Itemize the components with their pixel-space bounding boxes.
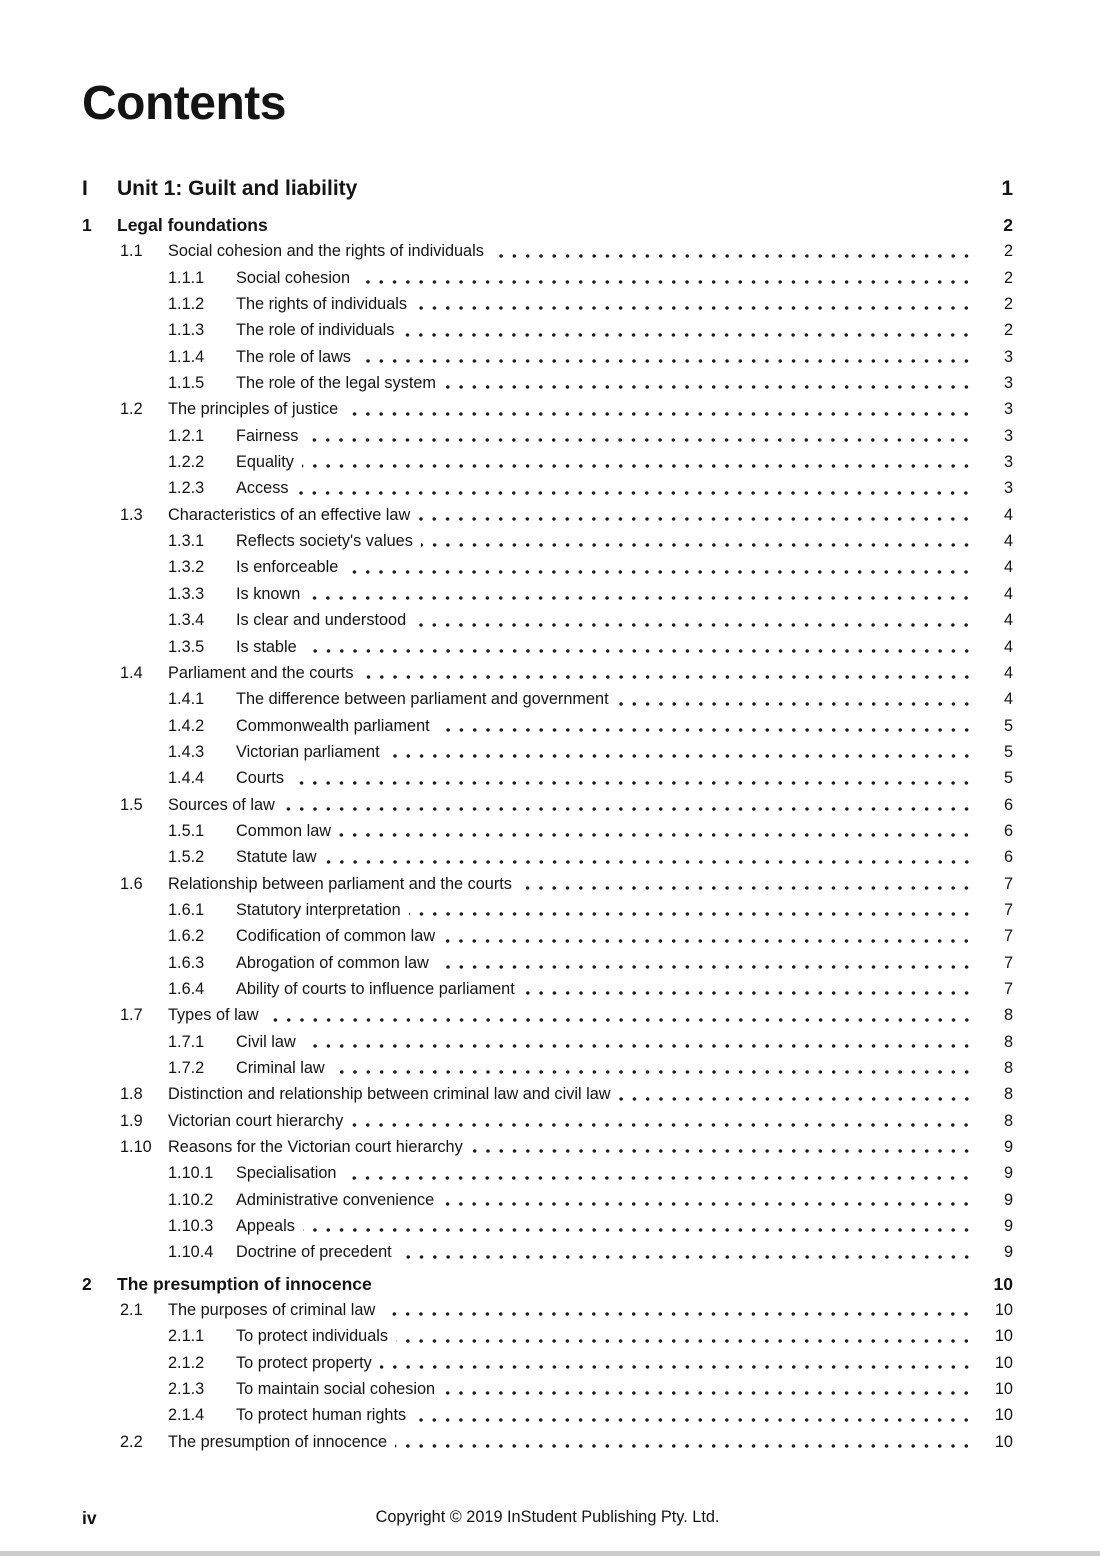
toc-entry-1.2.1[interactable]: [82, 423, 1013, 449]
toc-entry-number: 1.5: [120, 795, 143, 814]
dot-leader: [409, 897, 975, 923]
toc-entry-label: Appeals: [236, 1217, 295, 1236]
dot-leader: [414, 1402, 975, 1428]
toc-entry-1.7.2[interactable]: [82, 1055, 1013, 1081]
toc-entry-1.10[interactable]: [82, 1134, 1013, 1160]
dot-leader: [351, 1108, 975, 1134]
toc-entry-1.3.3[interactable]: [82, 581, 1013, 607]
toc-entry-page: 10: [994, 1406, 1013, 1425]
page-footer: [82, 1508, 1013, 1529]
toc-entry-page: 5: [1003, 742, 1013, 761]
dot-leader: [362, 660, 975, 686]
toc-entry-1.10.4[interactable]: [82, 1239, 1013, 1265]
toc-entry-number: 2.1.4: [168, 1406, 205, 1425]
toc-entry-page: 6: [1003, 821, 1013, 840]
toc-entry-1.1.4[interactable]: [82, 344, 1013, 370]
toc-entry-label: The principles of justice: [168, 400, 339, 419]
toc-entry-label: Characteristics of an effective law: [168, 505, 411, 524]
toc-entry-1.3.4[interactable]: [82, 607, 1013, 633]
toc-entry-page: 6: [1003, 795, 1013, 814]
toc-entry-1.4.3[interactable]: [82, 739, 1013, 765]
toc-entry-1.2.2[interactable]: [82, 449, 1013, 475]
toc-entry-2.1.3[interactable]: [82, 1376, 1013, 1402]
dot-leader: [415, 291, 975, 317]
toc-entry-label: Relationship between parliament and the courts: [168, 874, 512, 893]
toc-entry-1.10.2[interactable]: [82, 1187, 1013, 1213]
toc-entry-number: 1.1.1: [168, 268, 205, 287]
dot-leader: [306, 423, 975, 449]
toc-entry-page: 4: [1003, 637, 1013, 656]
toc-entry-1.9[interactable]: [82, 1108, 1013, 1134]
toc-entry-number: 1: [82, 215, 92, 235]
toc-entry-1.4.4[interactable]: [82, 765, 1013, 791]
toc-entry-page: 10: [994, 1432, 1013, 1451]
dot-leader: [358, 265, 975, 291]
toc-entry-number: 1.6.2: [168, 927, 205, 946]
toc-entry-number: 2.1.2: [168, 1353, 205, 1372]
toc-entry-label: Fairness: [236, 426, 299, 445]
toc-entry-page: 9: [1003, 1164, 1013, 1183]
dot-leader: [520, 871, 975, 897]
dot-leader: [492, 238, 975, 264]
folio-page-number: iv: [82, 1508, 97, 1528]
dot-leader: [444, 370, 975, 396]
toc-entry-label: Specialisation: [236, 1164, 337, 1183]
toc-entry-1.3.2[interactable]: [82, 554, 1013, 580]
toc-entry-number: 1.2: [120, 400, 143, 419]
toc-entry-number: 1.8: [120, 1085, 143, 1104]
toc-entry-1.4.1[interactable]: [82, 686, 1013, 712]
toc-entry-page: 3: [1003, 479, 1013, 498]
toc-entry-label: The presumption of innocence: [168, 1432, 388, 1451]
toc-entry-number: 1.3.3: [168, 584, 205, 603]
toc-entry-number: 1.6.4: [168, 979, 205, 998]
toc-entry-label: To protect individuals: [236, 1327, 389, 1346]
toc-entry-page: 4: [1003, 690, 1013, 709]
toc-entry-I[interactable]: [82, 174, 1013, 204]
toc-entry-page: 2: [1003, 268, 1013, 287]
toc-entry-label: Is enforceable: [236, 558, 339, 577]
dot-leader: [438, 713, 975, 739]
toc-entry-label: Social cohesion and the rights of individuals: [168, 242, 484, 261]
toc-entry-page: 7: [1003, 874, 1013, 893]
dot-leader: [359, 344, 975, 370]
toc-entry-2.1.1[interactable]: [82, 1323, 1013, 1349]
dot-leader: [339, 818, 975, 844]
toc-entry-page: 7: [1003, 979, 1013, 998]
toc-entry-label: The role of individuals: [236, 321, 395, 340]
toc-entry-number: 1.2.2: [168, 453, 205, 472]
toc-entry-page: 9: [1003, 1243, 1013, 1262]
toc-entry-1.1.2[interactable]: [82, 291, 1013, 317]
toc-entry-number: 1.7.2: [168, 1059, 205, 1077]
toc-entry-1.6[interactable]: [82, 871, 1013, 897]
toc-entry-page: 4: [1003, 584, 1013, 603]
toc-entry-page: 4: [1003, 532, 1013, 551]
toc-entry-number: 1.7: [120, 1006, 143, 1025]
toc-entry-label: To maintain social cohesion: [236, 1380, 436, 1399]
toc-entry-page: 1: [1001, 177, 1013, 200]
toc-entry-page: 10: [994, 1353, 1013, 1372]
toc-entry-number: 1.1.5: [168, 374, 205, 393]
toc-entry-page: 5: [1003, 769, 1013, 788]
toc-entry-number: 1.1.4: [168, 347, 205, 366]
toc-entry-number: 2.1.1: [168, 1327, 205, 1346]
toc-entry-label: Statute law: [236, 848, 317, 867]
toc-entry-label: Legal foundations: [117, 215, 268, 235]
toc-entry-page: 10: [994, 1327, 1013, 1346]
toc-entry-number: 1.4.2: [168, 716, 205, 735]
toc-entry-label: The purposes of criminal law: [168, 1301, 376, 1320]
dot-leader: [283, 792, 975, 818]
toc-entry-page: 2: [1003, 215, 1013, 235]
toc-entry-number: I: [82, 177, 88, 200]
toc-entry-label: The rights of individuals: [236, 295, 408, 314]
dot-leader: [292, 765, 975, 791]
toc-entry-number: 1.4: [120, 663, 143, 682]
toc-entry-number: 1.10.1: [168, 1164, 214, 1183]
toc-entry-1[interactable]: [82, 212, 1013, 238]
toc-entry-1.7[interactable]: [82, 1002, 1013, 1028]
toc-entry-page: 2: [1003, 295, 1013, 314]
toc-entry-number: 1.5.2: [168, 848, 205, 867]
dot-leader: [346, 396, 975, 422]
dot-leader: [395, 1429, 975, 1455]
toc-entry-number: 1.3.2: [168, 558, 205, 577]
toc-entry-number: 1.1.3: [168, 321, 205, 340]
toc-entry-number: 1.6.1: [168, 900, 205, 919]
dot-leader: [344, 1160, 975, 1186]
toc-entry-number: 1.7.1: [168, 1032, 205, 1051]
dot-leader: [267, 1002, 976, 1028]
toc-entry-number: 1.3.4: [168, 611, 205, 630]
dot-leader: [303, 1213, 975, 1239]
toc-entry-label: Administrative convenience: [236, 1190, 435, 1209]
toc-entry-label: The role of laws: [236, 347, 351, 366]
toc-entry-1.4[interactable]: [82, 660, 1013, 686]
toc-entry-label: Is stable: [236, 637, 297, 656]
toc-entry-page: 3: [1003, 426, 1013, 445]
toc-entry-page: 9: [1003, 1217, 1013, 1236]
toc-entry-number: 2.1: [120, 1301, 143, 1320]
toc-entry-1.10.3[interactable]: [82, 1213, 1013, 1239]
toc-entry-1.1[interactable]: [82, 238, 1013, 264]
dot-leader: [471, 1134, 975, 1160]
toc-entry-number: 1.9: [120, 1111, 143, 1130]
toc-entry-label: The presumption of innocence: [117, 1273, 372, 1294]
dot-leader: [333, 1055, 975, 1081]
toc-entry-page: 8: [1003, 1059, 1013, 1077]
toc-entry-1.1.1[interactable]: [82, 265, 1013, 291]
toc-entry-page: 5: [1003, 716, 1013, 735]
dot-leader: [305, 634, 975, 660]
toc-entry-number: 1.3.1: [168, 532, 205, 551]
dot-leader: [421, 528, 975, 554]
dot-leader: [617, 686, 975, 712]
toc-entry-number: 2: [82, 1273, 92, 1294]
toc-entry-label: Abrogation of common law: [236, 953, 429, 972]
toc-entry-label: Victorian parliament: [236, 742, 380, 761]
dot-leader: [325, 844, 975, 870]
toc-entry-2.1[interactable]: [82, 1297, 1013, 1323]
toc-entry-label: Parliament and the courts: [168, 663, 354, 682]
toc-entry-label: Sources of law: [168, 795, 275, 814]
toc-entry-page: 4: [1003, 558, 1013, 577]
toc-entry-number: 1.10.4: [168, 1243, 214, 1262]
toc-entry-label: The role of the legal system: [236, 374, 436, 393]
toc-entry-page: 4: [1003, 611, 1013, 630]
toc-entry-1.2[interactable]: [82, 396, 1013, 422]
toc-entry-1.10.1[interactable]: [82, 1160, 1013, 1186]
toc-entry-page: 3: [1003, 347, 1013, 366]
toc-entry-number: 1.2.3: [168, 479, 205, 498]
dot-leader: [396, 1323, 975, 1349]
dot-leader: [414, 607, 975, 633]
toc-entry-page: 9: [1003, 1190, 1013, 1209]
dot-leader: [276, 212, 975, 238]
toc-entry-label: Doctrine of precedent: [236, 1243, 392, 1262]
toc-entry-label: Distinction and relationship between criminal law and civil law: [168, 1085, 611, 1104]
toc-entry-page: 8: [1003, 1111, 1013, 1130]
toc-entry-2.1.4[interactable]: [82, 1402, 1013, 1428]
toc-entry-1.3[interactable]: [82, 502, 1013, 528]
toc-entry-page: 10: [994, 1301, 1013, 1320]
toc-entry-number: 1.6.3: [168, 953, 205, 972]
toc-entry-page: 9: [1003, 1138, 1013, 1157]
copyright-notice: Copyright © 2019 InStudent Publishing Pty. Ltd.: [375, 1508, 720, 1526]
toc-entry-label: Social cohesion: [236, 268, 351, 287]
dot-leader: [304, 1029, 975, 1055]
toc-entry-number: 1.3.5: [168, 637, 205, 656]
toc-entry-1.8[interactable]: [82, 1081, 1013, 1107]
toc-entry-label: Reflects society's values: [236, 532, 413, 551]
toc-entry-1.6.4[interactable]: [82, 976, 1013, 1002]
toc-entry-label: Is known: [236, 584, 301, 603]
page-bottom-edge: [0, 1551, 1100, 1556]
toc-entry-1.4.2[interactable]: [82, 713, 1013, 739]
toc-entry-label: Victorian court hierarchy: [168, 1111, 344, 1130]
toc-entry-number: 1.10.2: [168, 1190, 214, 1209]
toc-entry-page: 10: [994, 1380, 1013, 1399]
toc-entry-page: 4: [1003, 505, 1013, 524]
toc-entry-label: Types of law: [168, 1006, 259, 1025]
toc-entry-number: 1.4.4: [168, 769, 205, 788]
dot-leader: [443, 1376, 975, 1402]
toc-entry-1.7.1[interactable]: [82, 1029, 1013, 1055]
dot-leader: [388, 739, 975, 765]
toc-entry-1.6.1[interactable]: [82, 897, 1013, 923]
toc-entry-number: 1.10: [120, 1138, 152, 1157]
dot-leader: [523, 976, 975, 1002]
toc-entry-page: 4: [1003, 663, 1013, 682]
toc-entry-label: To protect property: [236, 1353, 372, 1372]
toc-entry-number: 1.2.1: [168, 426, 205, 445]
dot-leader: [418, 502, 975, 528]
toc-entry-page: 7: [1003, 900, 1013, 919]
toc-entry-1.6.2[interactable]: [82, 923, 1013, 949]
toc-entry-number: 1.6: [120, 874, 143, 893]
dot-leader: [380, 1350, 975, 1376]
toc-entry-page: 6: [1003, 848, 1013, 867]
toc-entry-number: 2.2: [120, 1432, 143, 1451]
toc-entry-number: 1.1: [120, 242, 143, 261]
toc-entry-label: Courts: [236, 769, 284, 788]
dot-leader: [437, 950, 975, 976]
toc-entry-page: 3: [1003, 400, 1013, 419]
toc-entry-page: 2: [1003, 321, 1013, 340]
toc-entry-label: Unit 1: Guilt and liability: [117, 177, 358, 200]
toc-entry-label: Reasons for the Victorian court hierarchy: [168, 1138, 463, 1157]
dot-leader: [383, 1297, 975, 1323]
toc-entry-1.3.5[interactable]: [82, 634, 1013, 660]
toc-entry-number: 2.1.3: [168, 1380, 205, 1399]
dot-leader: [346, 554, 975, 580]
page-title: Contents: [82, 77, 286, 130]
dot-leader: [365, 174, 975, 204]
toc-entry-1.5.1[interactable]: [82, 818, 1013, 844]
toc-entry-number: 1.3: [120, 505, 143, 524]
toc-entry-page: 8: [1003, 1006, 1013, 1025]
dot-leader: [400, 1239, 975, 1265]
dot-leader: [296, 475, 975, 501]
dot-leader: [380, 1271, 975, 1297]
toc-entry-label: Equality: [236, 453, 294, 472]
toc-entry-1.1.3[interactable]: [82, 317, 1013, 343]
toc-entry-label: Access: [236, 479, 289, 498]
toc-entry-page: 7: [1003, 953, 1013, 972]
dot-leader: [442, 1187, 975, 1213]
dot-leader: [402, 317, 975, 343]
toc-entry-number: 1.10.3: [168, 1217, 214, 1236]
toc-entry-1.2.3[interactable]: [82, 475, 1013, 501]
toc-entry-label: Common law: [236, 821, 332, 840]
toc-entry-1.3.1[interactable]: [82, 528, 1013, 554]
toc-entry-label: The difference between parliament and government: [236, 690, 609, 709]
toc-entry-label: Codification of common law: [236, 927, 436, 946]
toc-entry-2.2[interactable]: [82, 1429, 1013, 1455]
toc-entry-number: 1.4.1: [168, 690, 205, 709]
toc-entry-label: Criminal law: [236, 1059, 325, 1077]
toc-entry-page: 10: [993, 1273, 1013, 1294]
toc-entry-label: Is clear and understood: [236, 611, 407, 630]
toc-entry-page: 3: [1003, 453, 1013, 472]
toc-entry-1.1.5[interactable]: [82, 370, 1013, 396]
toc-entry-label: Civil law: [236, 1032, 296, 1051]
toc-entry-page: 2: [1003, 242, 1013, 261]
toc-entry-label: Ability of courts to influence parliament: [236, 979, 515, 998]
toc-entry-1.5.2[interactable]: [82, 844, 1013, 870]
toc-entry-2[interactable]: [82, 1271, 1013, 1297]
toc-entry-page: 8: [1003, 1085, 1013, 1104]
toc-entry-number: 1.5.1: [168, 821, 205, 840]
dot-leader: [619, 1081, 975, 1107]
toc-entry-page: 7: [1003, 927, 1013, 946]
toc-entry-number: 1.4.3: [168, 742, 205, 761]
toc-entry-label: Commonwealth parliament: [236, 716, 430, 735]
dot-leader: [302, 449, 975, 475]
toc-entry-2.1.2[interactable]: [82, 1350, 1013, 1376]
dot-leader: [443, 923, 975, 949]
table-of-contents: [82, 174, 1013, 1455]
toc-entry-page: 3: [1003, 374, 1013, 393]
toc-entry-label: To protect human rights: [236, 1406, 407, 1425]
toc-entry-number: 1.1.2: [168, 295, 205, 314]
toc-entry-label: Statutory interpretation: [236, 900, 401, 919]
dot-leader: [308, 581, 975, 607]
toc-entry-1.6.3[interactable]: [82, 950, 1013, 976]
toc-entry-page: 8: [1003, 1032, 1013, 1051]
toc-entry-1.5[interactable]: [82, 792, 1013, 818]
